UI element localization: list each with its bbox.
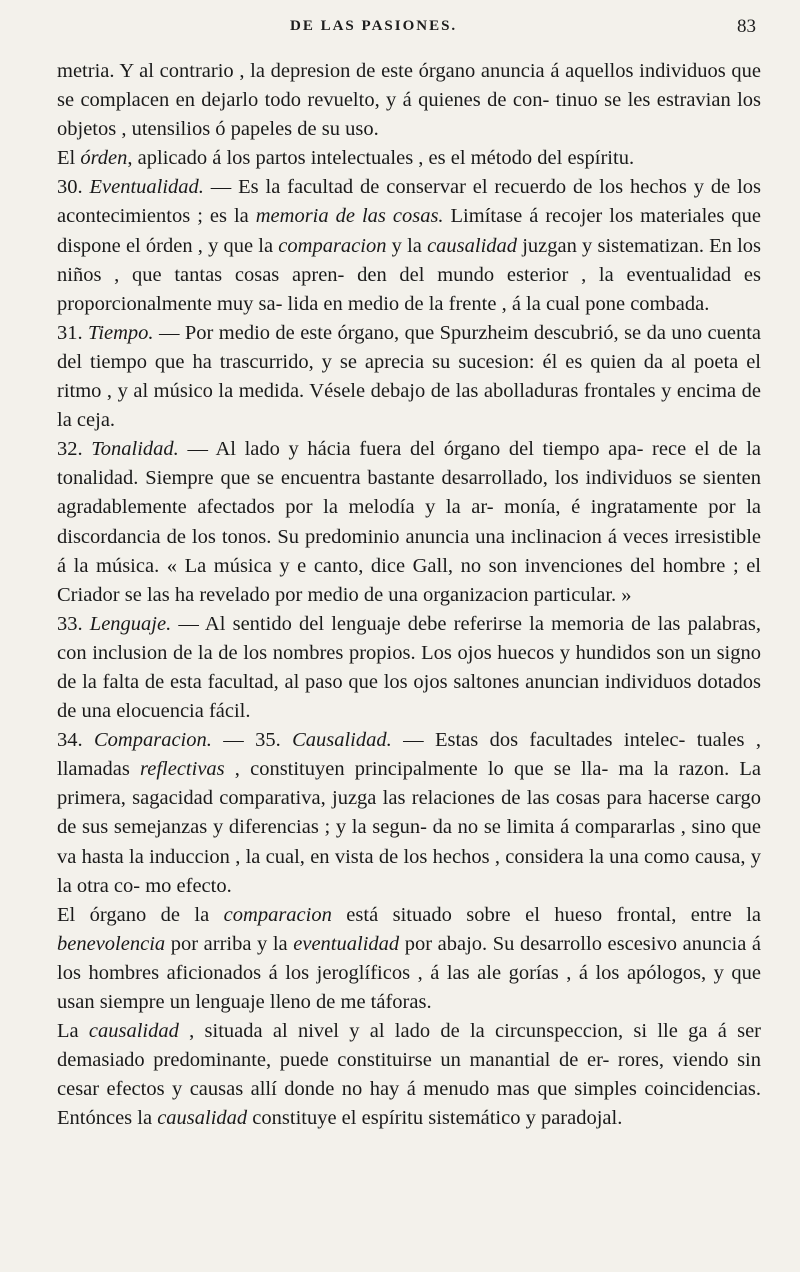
- paragraph: [57, 319, 761, 435]
- text-run: — 35.: [211, 729, 293, 752]
- text-run: juzgan y sistematizan. En los niños , que tantas cosas apren- den del mundo esterior , la eventualidad es proporcionalmente muy sa- lida en medio de la frente , á la cual pone combada.: [57, 234, 762, 315]
- text-run: 31.: [57, 321, 89, 344]
- running-title: DE LAS PASIONES.: [290, 18, 458, 34]
- text-run: 34.: [57, 729, 94, 752]
- italic-text: memoria de las cosas.: [255, 205, 444, 228]
- italic-text: Tiempo.: [88, 321, 154, 344]
- page-number: 83: [737, 16, 756, 37]
- italic-text: Lenguaje.: [89, 612, 172, 635]
- paragraph: [57, 144, 761, 173]
- text-run: — Por medio de este órgano, que Spurzheim descubrió, se da uno cuenta del tiempo que ha trascurrido, y se aprecia su sucesion: él es quien da al poeta el ritmo , y al músico la medida. Vésele debajo de las abolladuras frontales y encima de la ceja.: [57, 321, 761, 432]
- text-run: La: [57, 1020, 89, 1043]
- text-run: 33.: [57, 612, 90, 635]
- italic-text: comparacion: [278, 234, 387, 257]
- body-text: [57, 57, 761, 1133]
- italic-text: causalidad: [88, 1020, 179, 1043]
- text-run: — Al lado y hácia fuera del órgano del tiempo apa- rece el de la tonalidad. Siempre que se encuentra bastante desarrollado, los individuos se sienten agradablemente afectados por la melodía y la ar- monía, é ingratamente por la discordancia de los tonos. Su predominio anuncia una inclinacion á veces irresistible á la música. « La música y e canto, dice Gall, no son invenciones del hombre ; el Criador se las ha revelado por medio de una organizacion particular. »: [57, 438, 762, 606]
- text-run: Limítase á recojer los materiales que dispone el órden , y que la: [57, 205, 761, 257]
- paragraph: [57, 57, 761, 144]
- text-run: 32.: [57, 438, 92, 461]
- text-run: — Estas dos facultades intelec- tuales , llamadas: [57, 729, 761, 781]
- italic-text: reflectivas: [140, 758, 225, 781]
- italic-text: Comparacion.: [93, 729, 212, 752]
- text-run: El órgano de la: [57, 903, 224, 926]
- italic-text: eventualidad: [293, 932, 400, 955]
- paragraph: [57, 1017, 761, 1133]
- text-run: — Es la facultad de conservar el recuerdo de los hechos y de los acontecimientos ; es la: [57, 176, 761, 228]
- paragraph: [57, 901, 761, 1017]
- text-run: y la: [386, 234, 428, 257]
- text-run: El: [57, 147, 81, 170]
- italic-text: causalidad: [157, 1107, 248, 1130]
- italic-text: causalidad: [427, 234, 518, 257]
- paragraph: [57, 610, 761, 726]
- text-run: , situada al nivel y al lado de la circunspeccion, si lle ga á ser demasiado predominante, puede constituirse un manantial de er- rores, viendo sin cesar efectos y causas allí donde no hay á menudo mas que simples coincidencias. Entónces la: [57, 1020, 761, 1130]
- italic-text: órden: [80, 147, 128, 170]
- paragraph: [57, 435, 761, 610]
- text-run: , constituyen principalmente lo que se lla- ma la razon. La primera, sagacidad comparativa, juzga las relaciones de las cosas para hacerse cargo de sus semejanzas y diferencias ; y la segun- da no se limita á compararlas , sino que va hasta la induccion , la cual, en vista de los hechos , considera la una como causa, y la otra co- mo efecto.: [57, 758, 761, 897]
- text-run: está situado sobre el hueso frontal, entre la: [331, 903, 761, 926]
- paragraph: [57, 726, 761, 901]
- paragraph: [57, 173, 761, 318]
- italic-text: Eventualidad.: [89, 176, 204, 199]
- text-run: metria. Y al contrario , la depresion de este órgano anuncia á aquellos individuos que se complacen en dejarlo todo revuelto, y á quienes de con- tinuo se les estravian los objetos , utensilios ó papeles de su uso.: [57, 60, 761, 141]
- italic-text: comparacion: [223, 903, 332, 926]
- text-run: por arriba y la: [165, 932, 294, 955]
- italic-text: Causalidad.: [292, 729, 392, 752]
- text-run: por abajo. Su desarrollo escesivo anuncia á los hombres aficionados á los jeroglíficos , á las ale gorías , á los apólogos, y que usan siempre un lenguaje lleno de me táforas.: [57, 932, 761, 1013]
- text-run: , aplicado á los partos intelectuales , es el método del espíritu.: [127, 147, 635, 170]
- italic-text: Tonalidad.: [91, 438, 179, 461]
- italic-text: benevolencia: [57, 932, 166, 955]
- text-run: — Al sentido del lenguaje debe referirse la memoria de las palabras, con inclusion de la de los nombres propios. Los ojos huecos y hundidos son un signo de la falta de esta facultad, al paso que los ojos saltones anuncian individuos dotados de una elocuencia fácil.: [57, 612, 761, 723]
- running-head: [0, 18, 800, 40]
- text-run: constituye el espíritu sistemático y paradojal.: [247, 1107, 623, 1130]
- text-run: 30.: [57, 176, 90, 199]
